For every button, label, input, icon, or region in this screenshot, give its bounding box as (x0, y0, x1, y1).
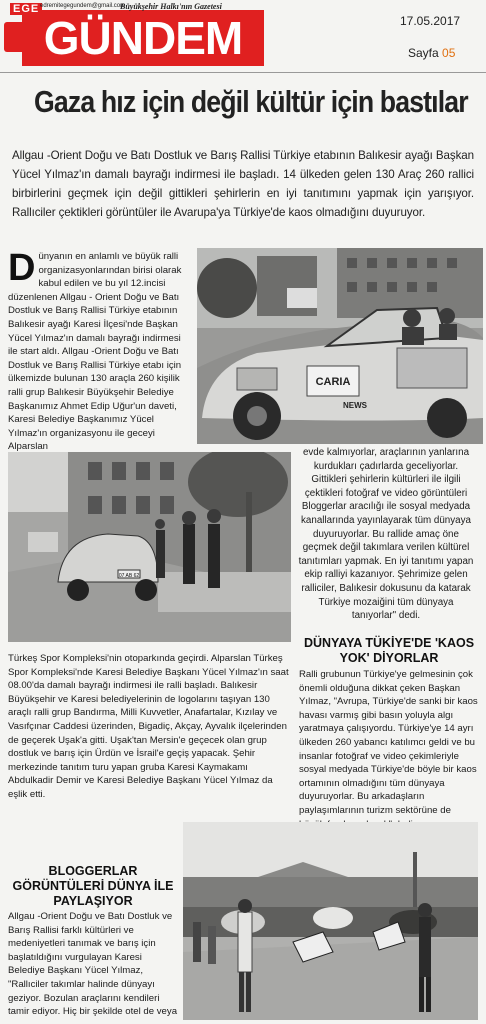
article-column-5: Ralli grubunun Türkiye'ye gelmesinin çok önemli olduğuna dikkat çeken Başkan Yılmaz, "Avrupa, Türkiye'de sanki bir kaos havası varmış gibi basın yoluyla algı yaratmaya çalışıyordu. Türkiye'ye 14 ayrı ülkeden 260 yabancı katılımcı geldi ve bu insanlar fotoğraf ve video çekimleriyle sosyal medyada Türkiye'de böyle bir kaos ortamının olmadığını tüm dünyaya duyuruyorlar. Bu arkadaşların paylaşımlarının turizm sektörüne de (299, 669, 478, 816)
logo-ege-label: EGE (10, 3, 42, 15)
article-column-1: Dünyanın en anlamlı ve büyük ralli organizasyonlarından birisi olarak kabul edilen ve bu yıl 12.incisi düzenlenen Allgau - Orient Doğu ve Batı Dostluk ve Barış Rallisi Türkiye etabının Balıkesir ayağı Karesi İlçesi'nde Başkan Yücel Yılmaz'ın damalı bayrağı indirmesi ile start aldı. Allgau -Orient Doğu ve Batı Dostluk ve Barış Rallisi Türkiye etabı için ülkemizde bulunan 130 araçla 260 kişilik ralli grup Balıkesir Büyükşehir Belediye Başkanımız Ahmet Edip Uğur'un daveti, Karesi Belediye Başkanımız Yücel Yılmaz'ın organizasyonu ile geceyi Alparslan (8, 247, 182, 453)
logo-wordmark: GÜNDEM (22, 10, 264, 66)
sticker-caria: CARIA (315, 376, 351, 388)
masthead-slogan: Büyükşehir Halkı'nın Gazetesi (120, 2, 222, 11)
page-number: Sayfa 05 (408, 46, 456, 60)
article-column-4: evde kalmıyorlar, araçlarının yanlarına kurdukları çadırlarda geceliyorlar. Gittikleri şehirlerin kültürleri ile ilgili çektikleri fotoğraf ve video görüntüleri Bloggerlar aracılığı ile sosyal medyada kanallarında yayınlayarak tüm dünyaya duyuruyorlar. Bu rallide amaç öne geçmek değil takımlara verilen kültürel tanıtımları yapmak. En iyi tanıtımı yapan ekip ralliyi kazanıyor. Şehrimize gelen ralliciler, Balıkesir dokusunu da katarak Türkiye mozaiğini tüm dünyaya tanıyorlar" dedi. (298, 447, 474, 622)
article-headline: Gaza hız için değil kültür için bastılar (34, 84, 468, 119)
issue-date: 17.05.2017 (400, 14, 461, 28)
masthead-divider (0, 72, 486, 73)
photo-start-line (183, 822, 478, 1020)
subhead-bloggerlar: BLOGGERLAR GÖRÜNTÜLERİ DÜNYA İLE PAYLAŞIYOR (12, 864, 174, 908)
masthead-email: edremitegegundem@gmail.com (40, 3, 126, 9)
photo-officials-street (8, 452, 291, 642)
article-column-3: Allgau -Orient Doğu ve Batı Dostluk ve Barış Rallisi farklı kültürleri ve medeniyetleri tanımak ve barış için başlatıldığını vurgulayan Karesi Belediye Başkanı Yücel Yılmaz, "Rallıciler takımlar halinde dünyayı geziyor. Bozulan araçlarını kendileri tamir ediyor. Hiç bir şekilde otel de veya (8, 911, 178, 1018)
article-column-2: Türkeş Spor Kompleksi'nin otoparkında geçirdi. Alparslan Türkeş Spor Kompleksi'nde Karesi Belediye Başkanı Yücel Yılmaz'ın saat 08.00'da damalı bayrağı indirmesi ile ralli başladı. Balıkesir Büyükşehir ve Karesi belediyelerinin de logolarını taşıyan 130 araçlı ralli grup Bandırma, Milli Kuvvetler, Anafartalar, Kızılay ve Vasıfçınar Caddesi üzerinden, Bigadiç, Akçay, Ayvalık ilçelerinden de geçerek Uşak'a gitti. Uşak'tan Mersin'e geçecek olan grup dostluk ve barış için Ürdün ve İsrail'e geçiş yapacak. Şehir merkezinde tanıtım turu yapan gruba Karesi Kaymakamı Abdulkadir Demir ve Karesi Belediye Başkanı Yücel Yılmaz da eşlik etti. (8, 653, 289, 800)
sticker-news: NEWS (343, 401, 367, 410)
drop-cap: D (8, 247, 36, 289)
photo-rally-car (197, 248, 483, 444)
subhead-kaos-yok: DÜNYAYA TÜKİYE'DE 'KAOS YOK' DİYORLAR (303, 636, 475, 665)
article-lead: Allgau -Orient Doğu ve Batı Dostluk ve Barış Rallisi Türkiye etabının Balıkesir ayağı Başkan Yücel Yılmaz'ın damalı bayrağı indirmesi ile başladı. 14 ülkeden gelen 130 Araç 260 rallici birbirlerini geçmek için değil gittikleri şehirlerin en iyi tanıtımını yapmak için yarışıyor. Rallıciler çektikleri görüntüler ile Avarupa'ya Türkiye'de kaos olmadığını duyuruyor. (12, 149, 474, 219)
car-plate: 07 AB 62 (118, 573, 140, 579)
